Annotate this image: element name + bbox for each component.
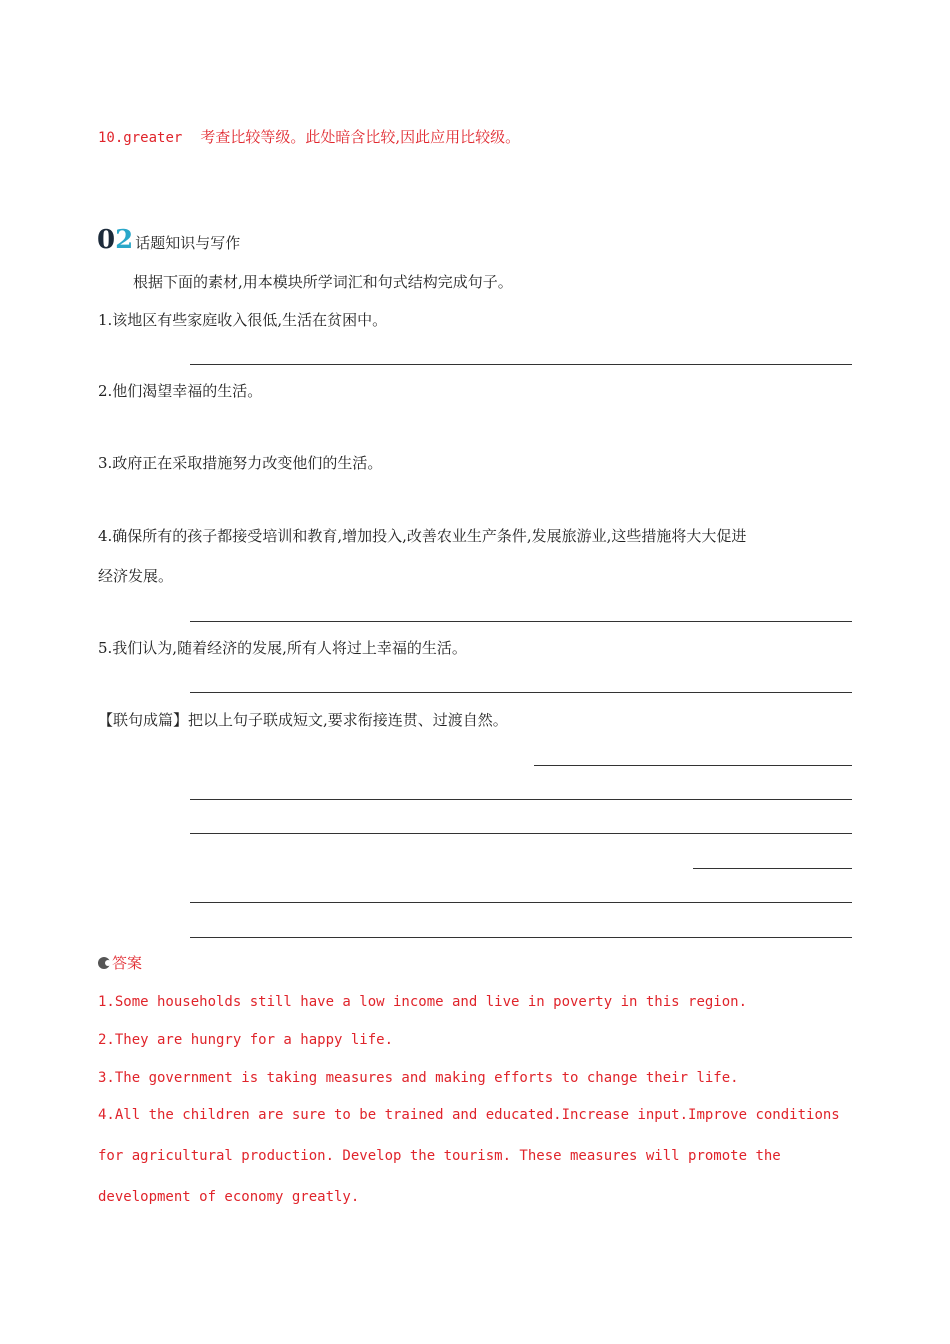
essay-line-6 (190, 937, 852, 938)
answers-heading-label: 答案 (112, 954, 143, 972)
section-number-two: 2 (115, 225, 134, 255)
essay-line-5 (190, 902, 852, 903)
essay-line-3 (190, 833, 852, 834)
essay-line-4 (693, 868, 852, 869)
previous-answer-word: greater (123, 130, 183, 146)
essay-line-2 (190, 799, 852, 800)
answer-4-line-3: development of economy greatly. (98, 1189, 360, 1205)
answer-2: 2.They are hungry for a happy life. (98, 1032, 394, 1048)
answer-1: 1.Some households still have a low income and live in poverty in this region. (98, 994, 748, 1010)
section-header (97, 225, 240, 255)
answer-line-4 (190, 621, 852, 622)
answer-4-line-2: for agricultural production. Develop the tourism. These measures will promote the (98, 1148, 781, 1164)
answer-4-line-1: 4.All the children are sure to be trained and educated.Increase input.Improve conditions (98, 1107, 840, 1123)
question-5: 5.我们认为,随着经济的发展,所有人将过上幸福的生活。 (98, 639, 467, 657)
answers-heading (98, 952, 142, 973)
question-3: 3.政府正在采取措施努力改变他们的生活。 (98, 454, 383, 472)
answer-3: 3.The government is taking measures and making efforts to change their life. (98, 1070, 739, 1086)
question-4-line-1: 4.确保所有的孩子都接受培训和教育,增加投入,改善农业生产条件,发展旅游业,这些措施将大大促进 (98, 527, 747, 545)
section-number-zero: 0 (97, 225, 116, 255)
previous-answer-number: 10. (98, 130, 124, 146)
essay-line-1 (534, 765, 852, 766)
section-title: 话题知识与写作 (135, 234, 241, 252)
link-instruction: 【联句成篇】把以上句子联成短文,要求衔接连贯、过渡自然。 (98, 711, 508, 729)
previous-answer-explanation: 考查比较等级。此处暗含比较,因此应用比较级。 (200, 128, 521, 146)
answer-line-5 (190, 692, 852, 693)
question-1: 1.该地区有些家庭收入很低,生活在贫困中。 (98, 311, 388, 329)
answer-marker-icon (98, 957, 110, 969)
question-2: 2.他们渴望幸福的生活。 (98, 382, 263, 400)
instruction-text: 根据下面的素材,用本模块所学词汇和句式结构完成句子。 (133, 273, 513, 291)
answer-line-1 (190, 364, 852, 365)
previous-answer (98, 127, 520, 148)
question-4-line-2: 经济发展。 (98, 567, 174, 585)
